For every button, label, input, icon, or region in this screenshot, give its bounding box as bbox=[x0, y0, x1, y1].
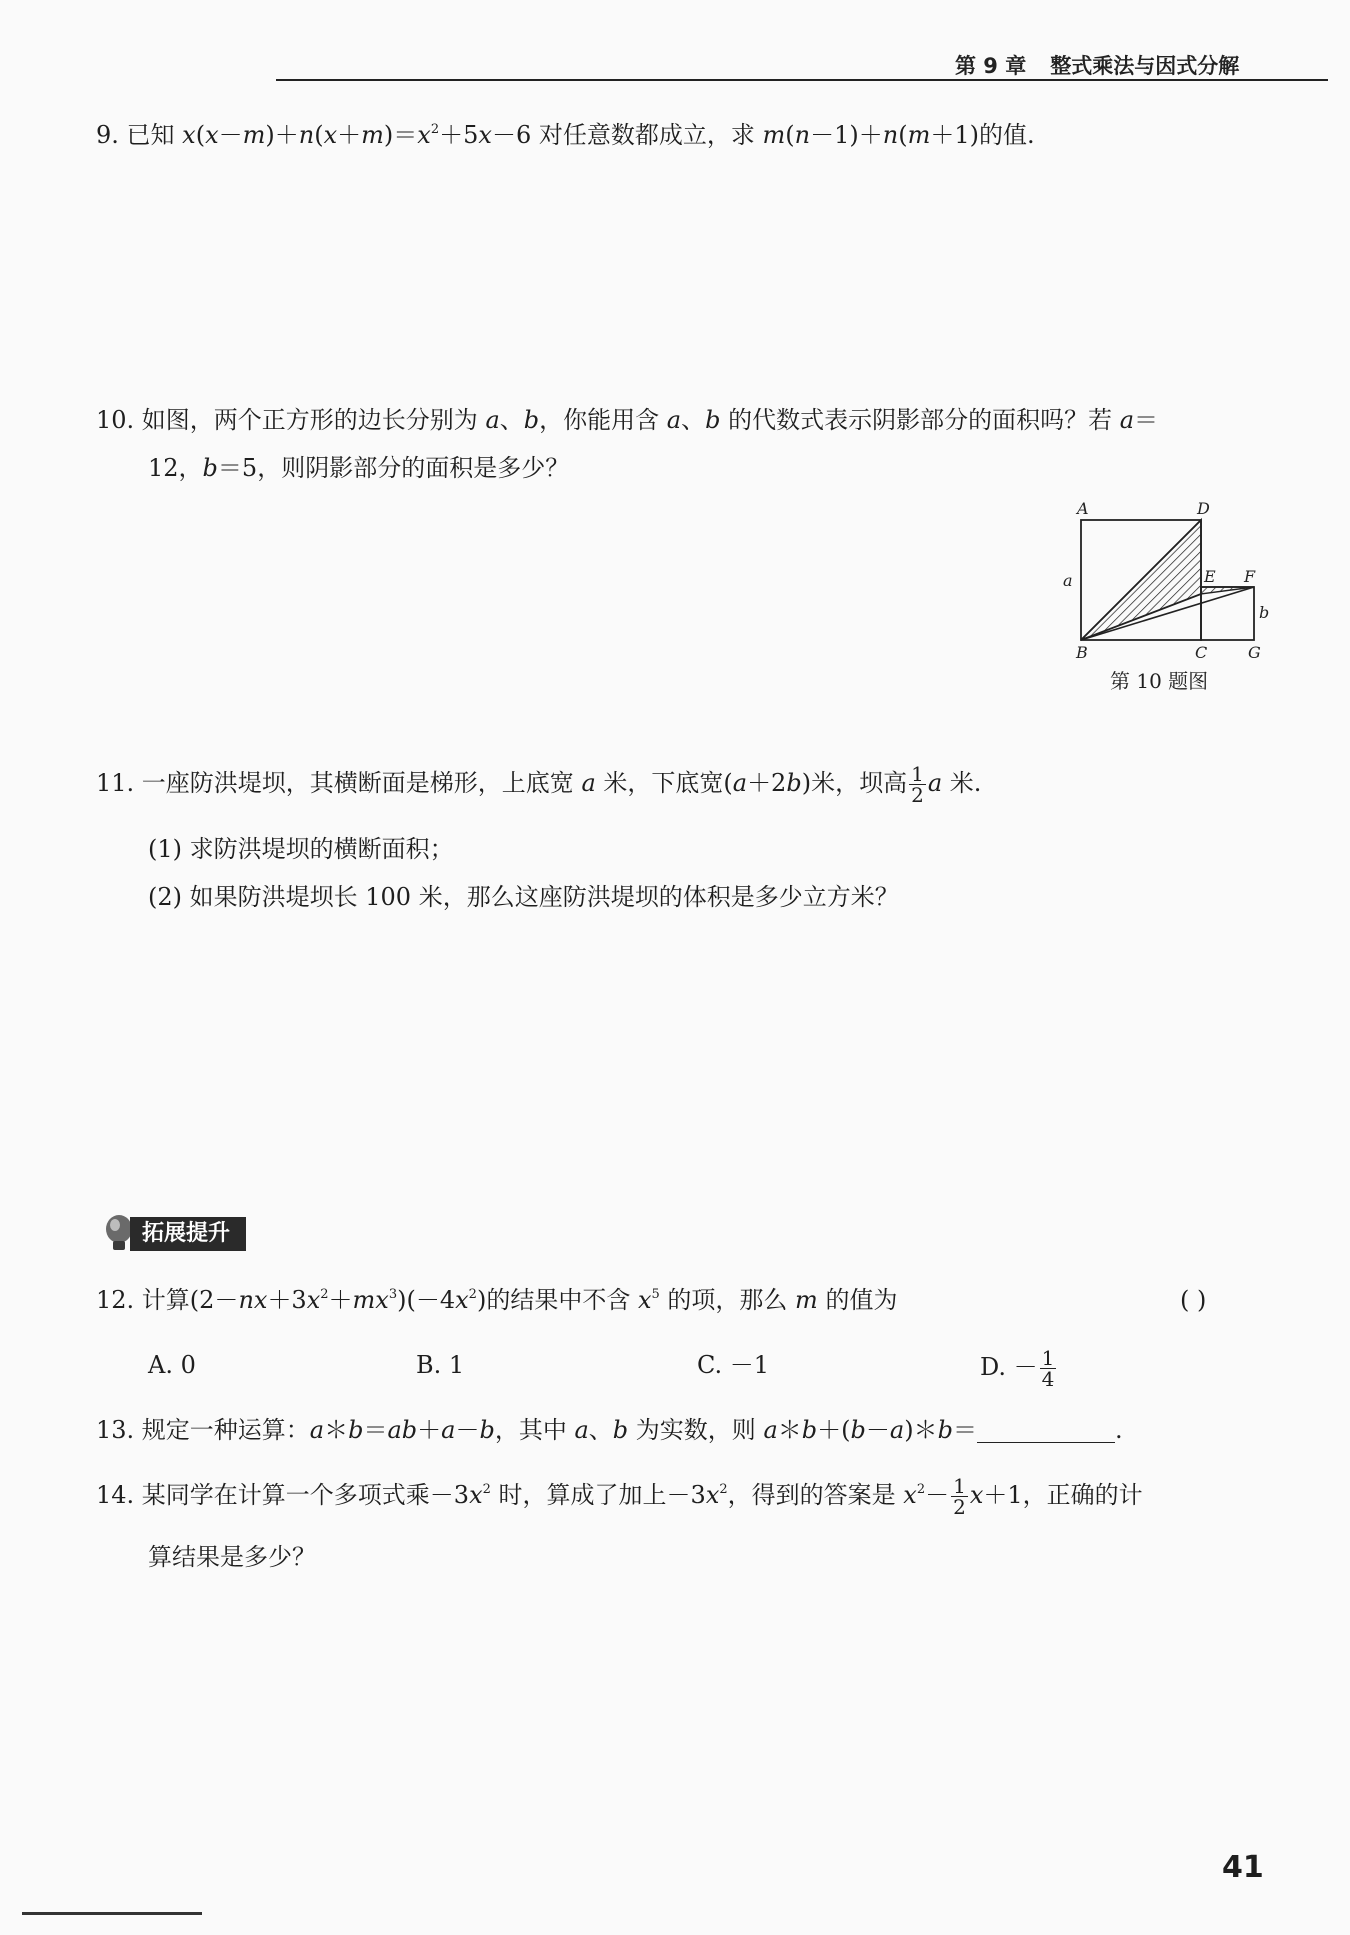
shaded-triangle-ef bbox=[1201, 587, 1254, 594]
chapter-title: 整式乘法与因式分解 bbox=[1050, 54, 1240, 78]
label-side-b: b bbox=[1259, 603, 1270, 622]
question-11-part1: (1) 求防洪堤坝的横断面积； bbox=[148, 835, 454, 863]
header-rule bbox=[276, 79, 1328, 81]
question-9: 9. 已知 $x(x-m)+n(x+m)=x^2+5x-6$ 对任意数都成立，求 m(n－1)＋n(m＋1)的值. bbox=[96, 121, 1035, 149]
section-title: 拓展提升 bbox=[130, 1217, 246, 1251]
running-header bbox=[955, 50, 1239, 80]
label-e-point: E bbox=[1204, 567, 1216, 586]
label-b-point: B bbox=[1076, 643, 1088, 662]
figure-10-caption: 第 10 题图 bbox=[1110, 669, 1209, 693]
label-f-point: F bbox=[1244, 567, 1256, 586]
question-10-line1: 10. 如图，两个正方形的边长分别为 a、b，你能用含 a、b 的代数式表示阴影部分的面积吗？若 a＝ bbox=[96, 406, 1159, 434]
option-c: C. －1 bbox=[697, 1351, 770, 1379]
label-side-a: a bbox=[1063, 571, 1073, 590]
option-a: A. 0 bbox=[148, 1351, 196, 1379]
question-10-line2: 12，b＝5，则阴影部分的面积是多少？ bbox=[148, 454, 570, 482]
question-11-line1: 11. 一座防洪堤坝，其横断面是梯形，上底宽 a 米，下底宽(a＋2b)米，坝高 $\frac{1}{2}$ a 米. bbox=[96, 762, 982, 807]
footer-rule bbox=[22, 1912, 202, 1915]
question-12-stem: 12. 计算$(2-nx+3x^2+mx^3)(-4x^2)$的结果中不含 $x^5$ 的项，那么 m 的值为 bbox=[96, 1286, 898, 1314]
label-d-point: D bbox=[1197, 499, 1210, 518]
chapter-label: 第 9 章 bbox=[955, 54, 1027, 78]
figure-10-squares bbox=[1050, 498, 1280, 668]
answer-bracket: ( ) bbox=[1180, 1286, 1207, 1314]
question-13: 13. 规定一种运算：a＊b＝ab＋a－b，其中 a、b 为实数，则 a＊b＋(b－a)＊b＝ . bbox=[96, 1416, 1123, 1444]
section-badge-extension bbox=[102, 1217, 246, 1251]
option-b: B. 1 bbox=[416, 1351, 465, 1379]
question-11-part2: (2) 如果防洪堤坝长 100 米，那么这座防洪堤坝的体积是多少立方米？ bbox=[148, 883, 899, 911]
option-d: D. － $\frac{1}{4}$ bbox=[980, 1346, 1055, 1391]
label-a-point: A bbox=[1077, 499, 1089, 518]
question-14-line1: 14. 某同学在计算一个多项式乘$-3x^2$ 时，算成了加上$-3x^2$，得到的答案是 $x^2-$ $\frac{1}{2}$ x＋1，正确的计 bbox=[96, 1474, 1143, 1519]
page-number: 41 bbox=[1222, 1850, 1264, 1885]
label-c-point: C bbox=[1195, 643, 1208, 662]
label-g-point: G bbox=[1248, 643, 1261, 662]
question-14-line2: 算结果是多少？ bbox=[148, 1543, 316, 1571]
